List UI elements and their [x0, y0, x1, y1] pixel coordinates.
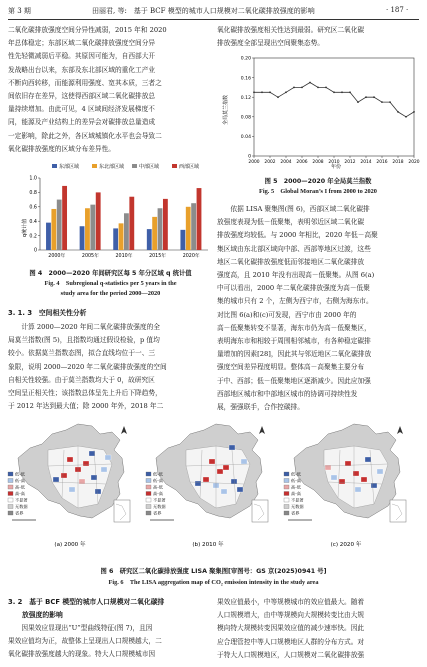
legend-swatch — [146, 479, 151, 483]
data-point — [261, 91, 263, 93]
text-line: 于中、西部；低－低聚集地区逐渐减少。因此应加强 — [217, 376, 371, 385]
x-tick-label: 2018 — [392, 160, 404, 165]
lisa-cluster-cell — [95, 489, 101, 494]
page-number: · 187 · — [386, 6, 409, 14]
y-tick-label: 0.04 — [240, 135, 251, 141]
bar — [90, 205, 95, 250]
bar — [85, 208, 90, 250]
bar — [119, 223, 124, 250]
lisa-cluster-cell — [365, 457, 371, 462]
x-tick-label: 2020 — [408, 160, 420, 165]
lisa-cluster-cell — [377, 469, 383, 474]
x-tick-label: 2015年 — [149, 254, 167, 259]
legend-label: 不显著 — [291, 497, 304, 503]
bar — [62, 186, 67, 250]
legend-swatch — [284, 498, 289, 502]
fig4-caption-cn: 图 4 2000—2020 年间研究区每 5 年分区域 q 统计值 — [29, 270, 192, 277]
x-tick-label: 2012 — [344, 160, 356, 165]
x-tick-label: 2005年 — [81, 254, 99, 259]
x-tick-label: 2016 — [376, 160, 388, 165]
fig5-caption-cn: 图 5 2000—2020 年全局莫兰指数 — [264, 178, 372, 185]
data-point — [397, 111, 399, 113]
lisa-cluster-cell — [355, 487, 361, 492]
text-line: 因果效应显现出“U”型曲线特征(图 7)，且因 — [21, 624, 153, 632]
y-tick-label: 0 — [33, 248, 37, 254]
legend-label: 东北部区域 — [99, 164, 125, 170]
bar — [129, 197, 134, 250]
bar — [80, 226, 85, 250]
legend-label: 东部区域 — [59, 164, 80, 170]
y-tick-label: 0.16 — [240, 76, 251, 82]
legend-label: 不显著 — [153, 497, 166, 503]
legend-swatch — [8, 472, 13, 476]
legend-swatch — [8, 492, 13, 496]
right-bottom-text — [217, 596, 419, 662]
right-top-text — [217, 24, 419, 50]
legend-swatch — [132, 164, 137, 168]
x-tick-label: 2000 — [248, 160, 260, 165]
north-arrow-icon — [121, 426, 127, 434]
text-line: 表明海东市和相较于周围相邻城市，有各种稳定碳排 — [217, 337, 371, 346]
south-china-sea-inset — [114, 500, 130, 522]
lisa-cluster-cell — [61, 473, 67, 478]
text-line: 象限，说明 2000—2020 年二氧化碳排放强度的空间 — [8, 362, 167, 371]
text-line: 一定影响，除此之外，各区域城镇化水平也会导致二 — [8, 131, 162, 140]
lisa-cluster-cell — [221, 489, 227, 494]
legend-swatch — [284, 492, 289, 496]
section-3-1-3-text — [8, 321, 210, 413]
legend-label: 低-高 — [153, 478, 163, 484]
map-panel — [146, 424, 268, 548]
fig5-series — [253, 82, 415, 118]
north-arrow-icon — [259, 426, 265, 434]
lisa-cluster-cell — [203, 477, 209, 482]
data-point — [381, 101, 383, 103]
lisa-cluster-cell — [217, 469, 223, 474]
bar — [197, 188, 202, 250]
data-point — [365, 96, 367, 98]
data-point — [349, 91, 351, 93]
south-china-sea-inset — [252, 500, 268, 522]
panel-label: (a) 2000 年 — [54, 542, 86, 548]
text-line: 氧化碳排放强度越大的现象。特大人口规模城市因 — [8, 650, 156, 659]
issue-number: 第 3 期 — [8, 7, 31, 15]
section-3-2-text — [8, 622, 210, 662]
fig4-bars — [46, 186, 201, 250]
fig5-axes — [241, 56, 420, 165]
data-point — [405, 116, 407, 118]
data-point — [253, 91, 255, 93]
text-line: 集的城市只有 2 个，左侧为西宁市，右侧为海东市。 — [217, 297, 373, 306]
header-rule — [8, 19, 419, 20]
x-tick-label: 2010年 — [115, 254, 133, 259]
legend-swatch — [284, 511, 289, 515]
data-point — [341, 91, 343, 93]
legend-label: 省界 — [153, 510, 162, 516]
map-panel — [8, 424, 130, 548]
bar — [147, 229, 152, 250]
text-line: 性先轻微减弱后平稳。其原因可能为，自西部大开 — [8, 52, 156, 61]
data-point — [325, 87, 327, 89]
data-point — [333, 91, 335, 93]
legend-swatch — [92, 164, 97, 168]
x-tick-label: 2020年 — [182, 254, 200, 259]
text-line: 强度空间差异程度明显。整体高－高聚集主要分布 — [217, 363, 365, 372]
text-line: 人口规模增大，由中等规模向大规模转变比由大规 — [217, 611, 365, 620]
text-line: 排放强度均较低。与 2000 年相比，2020 年低－高聚 — [217, 231, 378, 240]
series-line — [254, 83, 414, 117]
running-title: 田丽君, 等: 基于 BCF 模型的城市人口规模对二氧化碳排放强度的影响 — [92, 7, 315, 15]
legend-label: 省界 — [15, 510, 24, 516]
y-tick-label: 0.20 — [240, 56, 251, 62]
legend-swatch — [52, 164, 57, 168]
fig4-caption-en-2: study area for the period 2000—2020 — [60, 290, 161, 297]
fig4-caption-en-1: Fig. 4 Subregional q-statistics per 5 years in the — [44, 280, 177, 287]
lisa-cluster-cell — [83, 461, 89, 466]
text-line: 年总体稳定；东部区域二氧化碳排放强度空间分异 — [8, 39, 156, 48]
legend-label: 高-低 — [153, 484, 163, 490]
lisa-cluster-cell — [105, 455, 111, 460]
legend-swatch — [284, 485, 289, 489]
y-tick-label: 0.2 — [29, 234, 37, 240]
lisa-cluster-cell — [53, 477, 59, 482]
legend-swatch — [146, 492, 151, 496]
bar — [124, 213, 129, 250]
text-line: 不断向西转移，而能源利用强度、宽其本质，三者之 — [8, 78, 162, 87]
bar — [152, 217, 157, 250]
fig5-caption-en: Fig. 5 Global Moran’s I from 2000 to 2020 — [259, 188, 377, 195]
text-line: 果效应值最小，中等规模城市的效应值最大。随着 — [217, 598, 365, 606]
text-line: 果效应值均为正，故整体上呈现出人口规模越大，二 — [8, 637, 162, 646]
text-line: 放强度表现为低－低聚集，表明邻近区域二氧化碳 — [217, 218, 365, 227]
fig6-caption-en: Fig. 6 The LISA aggregation map of CO₂ emission intensity in the study area — [108, 579, 319, 586]
south-china-sea-inset — [390, 500, 406, 522]
fig5-line-chart — [218, 52, 418, 170]
text-line: 依据 LISA 聚集图(图 6)，西部区域二氧化碳排 — [230, 205, 370, 213]
legend-label: 省界 — [291, 510, 300, 516]
text-line: 较小。依据莫兰指数态图，拟合直线均位于一、三 — [8, 349, 156, 358]
legend-label: 西部区域 — [179, 164, 200, 170]
lisa-cluster-cell — [331, 475, 337, 480]
lisa-cluster-cell — [231, 479, 237, 484]
data-point — [389, 101, 391, 103]
fig5-y-axis-label: 全局莫兰指数 — [223, 94, 229, 126]
text-line: 氧化碳排放强度相关性达到最弱。研究区二氧化碳 — [217, 26, 365, 34]
x-tick-label: 2010 — [328, 160, 340, 165]
x-tick-label: 2004 — [280, 160, 292, 165]
y-tick-label: 0.8 — [29, 191, 37, 197]
text-line: 集区域由东北部区域向中部、西部等地区过渡，这些 — [217, 244, 371, 253]
text-line: 高－低聚集转变不显著，海东市仍为高－低聚集区， — [217, 323, 371, 332]
text-line: 自相关性较强。由于莫兰指数均大于 0，故研究区 — [8, 375, 155, 384]
y-tick-label: 0.4 — [29, 219, 37, 225]
legend-swatch — [172, 164, 177, 168]
legend-label: 高-高 — [15, 491, 25, 497]
text-line: 强度高，且 2010 年没有出现高－低聚集。从图 6(a) — [217, 271, 375, 280]
data-point — [317, 87, 319, 89]
bar — [191, 203, 196, 250]
text-line: 模向特大规模转变因果效应值的减少速率快。因此 — [217, 624, 365, 633]
legend-label: 低-低 — [153, 471, 163, 477]
lisa-cluster-cell — [67, 457, 73, 462]
x-tick-label: 2008 — [312, 160, 324, 165]
legend-label: 无数据 — [291, 504, 304, 510]
legend-swatch — [284, 505, 289, 509]
x-tick-label: 2006 — [296, 160, 308, 165]
legend-swatch — [8, 511, 13, 515]
bar — [96, 192, 101, 250]
data-point — [413, 111, 415, 113]
legend-swatch — [284, 479, 289, 483]
legend-swatch — [8, 498, 13, 502]
data-point — [373, 96, 375, 98]
data-point — [285, 91, 287, 93]
legend-label: 低-高 — [291, 478, 301, 484]
legend-swatch — [8, 485, 13, 489]
data-point — [269, 91, 271, 93]
section-3-2-heading-1: 3. 2 基于 BCF 模型的城市人口规模对二氧化碳排 — [8, 598, 165, 606]
lisa-cluster-cell — [209, 459, 215, 464]
data-point — [357, 101, 359, 103]
lisa-cluster-cell — [101, 467, 107, 472]
map-panel — [284, 424, 406, 548]
lisa-cluster-cell — [195, 481, 201, 486]
fig6-lisa-maps — [8, 420, 419, 560]
x-tick-label: 2002 — [264, 160, 276, 165]
text-line: 量增加的因素[28]，因此其与邻近地区二氧化碳排放 — [217, 350, 372, 359]
text-line: 空间呈正相关性；该指数总体呈先上升后下降趋势， — [8, 389, 162, 398]
bar — [46, 223, 51, 250]
right-mid-text — [217, 203, 419, 414]
text-line: 于特大人口规模地区，人口规模对二氧化碳排放强 — [217, 650, 365, 659]
left-top-text — [8, 24, 210, 156]
text-line: 排放强度全部呈现出空间聚集态势。 — [217, 39, 324, 48]
y-tick-label: 0.12 — [240, 95, 251, 101]
legend-label: 高-低 — [291, 484, 301, 490]
data-point — [309, 82, 311, 84]
legend-label: 无数据 — [153, 504, 166, 510]
fig6-map-panels — [8, 424, 406, 548]
y-tick-label: 0.08 — [240, 115, 251, 121]
text-line: 计算 2000—2020 年间二氧化碳排放强度的全 — [21, 323, 160, 331]
fig4-legend — [52, 163, 199, 170]
text-line: 间依旧存在差异，这使得西部区域二氧化碳排放总 — [8, 92, 156, 101]
legend-label: 低-低 — [291, 471, 301, 477]
x-tick-label: 2014 — [360, 160, 372, 165]
legend-label: 低-高 — [15, 478, 25, 484]
lisa-cluster-cell — [223, 465, 229, 470]
fig4-bar-chart — [8, 160, 213, 260]
text-line: 发战略出台以来，东部及东北部区域的重化工产业 — [8, 65, 156, 74]
legend-swatch — [146, 511, 151, 515]
legend-swatch — [146, 498, 151, 502]
text-line: 对比图 6(a)和(c)可发现，西宁市由 2000 年的 — [217, 310, 357, 319]
lisa-cluster-cell — [237, 487, 243, 492]
legend-label: 中部区域 — [139, 164, 160, 170]
panel-label: (b) 2010 年 — [192, 542, 224, 548]
section-3-1-3-heading: 3. 1. 3 空间相关性分析 — [8, 309, 87, 317]
text-line: 应合理管控中等人口规模地区人群的分布方式。对 — [217, 637, 365, 646]
bar — [57, 200, 62, 250]
bar — [180, 230, 185, 250]
panel-label: (c) 2020 年 — [330, 542, 362, 548]
legend-label: 低-低 — [15, 471, 25, 477]
bar — [163, 199, 168, 250]
lisa-cluster-cell — [69, 487, 75, 492]
lisa-cluster-cell — [361, 477, 367, 482]
lisa-cluster-cell — [339, 479, 345, 484]
lisa-cluster-cell — [229, 445, 235, 450]
legend-swatch — [8, 479, 13, 483]
text-line: 于 2012 年达到最大值；除 2000 年外，2018 年二 — [8, 402, 164, 411]
legend-swatch — [146, 485, 151, 489]
legend-swatch — [146, 505, 151, 509]
text-line: 局莫兰指数(图 5)，且指数均通过假设检验，p 值均 — [8, 336, 160, 345]
plot-frame — [254, 58, 414, 156]
text-line: 展，强强联手，合作控碳排。 — [217, 403, 304, 412]
legend-label: 不显著 — [15, 497, 28, 503]
lisa-cluster-cell — [241, 459, 247, 464]
text-line: 中可以看出，2000 年二氧化碳排放强度为高－低聚 — [217, 284, 370, 293]
text-line: 二氧化碳排放强度空间分异性减弱，2015 年和 2020 — [8, 26, 167, 34]
legend-swatch — [146, 472, 151, 476]
text-line: 量持续增加。由此可见，4 区域间经济发展梯度不 — [8, 105, 155, 114]
section-3-2-heading-2: 放强度的影响 — [22, 611, 63, 619]
bar — [113, 228, 118, 250]
legend-label: 高-高 — [291, 491, 301, 497]
legend-swatch — [8, 505, 13, 509]
data-point — [293, 87, 295, 89]
text-line: 地区二氧化碳排放强度低而邻接地区二氧化碳排放 — [217, 257, 365, 266]
bar — [158, 208, 163, 250]
north-arrow-icon — [397, 426, 403, 434]
fig6-caption-cn: 图 6 研究区二氧化碳排放强度 LISA 聚集图[审图号：GS 京(2025)0941 号] — [100, 568, 327, 575]
legend-label: 高-低 — [15, 484, 25, 490]
text-line: 西部地区城市和中部地区城市的协调可持续性发 — [217, 389, 358, 398]
fig4-y-axis-label: q统计值 — [22, 218, 28, 238]
y-tick-label: 0.6 — [29, 205, 37, 211]
legend-label: 无数据 — [15, 504, 28, 510]
text-line: 同，能源及产业结构上的差异会对碳排放总量造成 — [8, 118, 156, 127]
text-line: 氧化碳排放强度的区域分布差异性。 — [8, 144, 115, 153]
legend-swatch — [284, 472, 289, 476]
bar — [186, 207, 191, 250]
data-point — [301, 87, 303, 89]
y-tick-label: 0 — [248, 154, 251, 160]
y-tick-label: 1.0 — [29, 176, 37, 182]
legend-label: 高-高 — [153, 491, 163, 497]
x-tick-label: 2000年 — [48, 254, 66, 259]
bar — [51, 209, 56, 250]
fig5-x-axis-label: 年份 — [330, 164, 342, 170]
data-point — [277, 96, 279, 98]
